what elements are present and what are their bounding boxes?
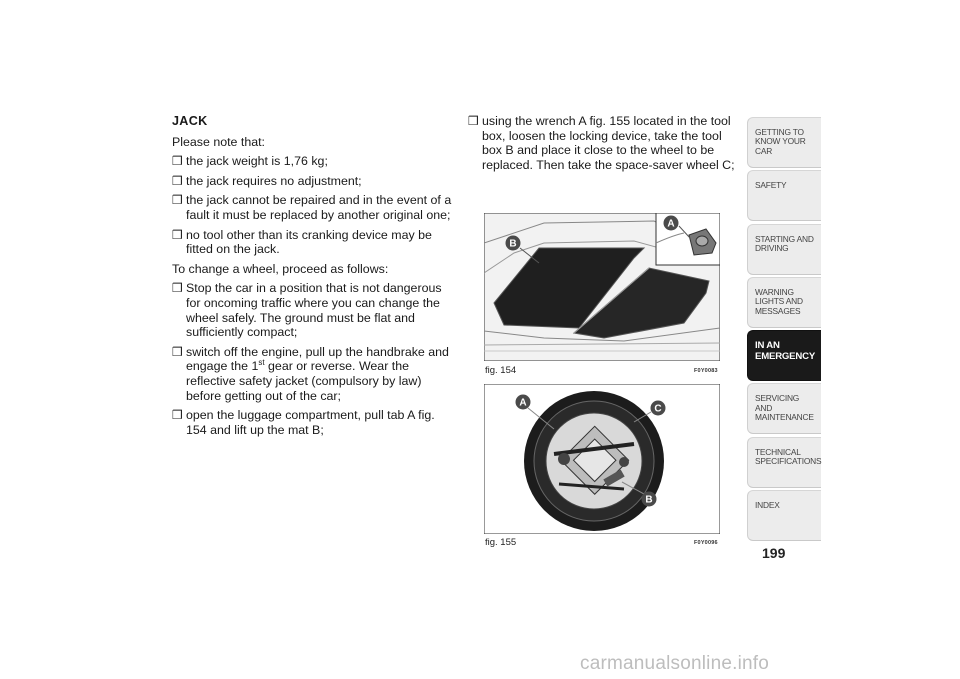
figure-label-a: B: [509, 238, 517, 250]
tab-servicing-and-maintenance[interactable]: SERVICING AND MAINTENANCE: [747, 383, 821, 434]
checkbox-bullet-icon: ❒: [172, 408, 183, 423]
figure-155-image: [484, 384, 720, 534]
tab-warning-lights-and-messages[interactable]: WARNING LIGHTS AND MESSAGES: [747, 277, 821, 328]
list-item: ❒ open the luggage compartment, pull tab A fig. 154 and lift up the mat B;: [172, 408, 435, 437]
list-item: ❒ the jack weight is 1,76 kg;: [172, 154, 328, 169]
section-heading: JACK: [172, 114, 208, 128]
checkbox-bullet-icon: ❒: [172, 173, 183, 188]
list-item: ❒ no tool other than its cranking device may be fitted on the jack.: [172, 227, 432, 257]
checkbox-bullet-icon: ❒: [172, 154, 183, 169]
figure-155-code: F0Y0096: [694, 540, 718, 546]
list-item: ❒ using the wrench A fig. 155 located in the tool box, loosen the locking device, take the tool box B and place it close to the wheel to be replaced. Then take the space-saver wheel C;: [468, 114, 735, 172]
page-number: 199: [762, 545, 786, 561]
figure-154-image: [484, 213, 720, 361]
left-column: [172, 114, 454, 442]
list-item: ❒ the jack requires no adjustment;: [172, 173, 362, 188]
checkbox-bullet-icon: ❒: [172, 344, 183, 359]
list-item: ❒ the jack cannot be repaired and in the event of a fault it must be replaced by another original one;: [172, 193, 452, 222]
figure-label-b: B: [645, 494, 653, 506]
figure-label-c: C: [654, 403, 662, 415]
chapter-tabs: [747, 117, 821, 543]
steps-intro-text: To change a wheel, proceed as follows:: [172, 261, 389, 276]
tab-starting-and-driving[interactable]: STARTING AND DRIVING: [747, 224, 821, 275]
figure-154-caption: fig. 154: [485, 365, 517, 376]
checkbox-bullet-icon: ❒: [172, 193, 183, 208]
list-item: ❒ Stop the car in a position that is not dangerous for oncoming traffic where you can change the wheel safely. The ground must be flat and sufficiently compact;: [172, 281, 442, 340]
figure-154-code: F0Y0083: [694, 368, 718, 374]
tab-technical-specifications[interactable]: TECHNICAL SPECIFICATIONS: [747, 437, 821, 488]
figure-label-b: A: [667, 218, 675, 230]
tab-in-an-emergency[interactable]: IN AN EMERGENCY: [747, 330, 821, 381]
checkbox-bullet-icon: ❒: [468, 114, 479, 128]
figure-155-caption: fig. 155: [485, 537, 517, 548]
tab-index[interactable]: INDEX: [747, 490, 821, 541]
checkbox-bullet-icon: ❒: [172, 227, 183, 242]
right-column: [468, 114, 740, 177]
watermark: carmanualsonline.info: [580, 653, 770, 674]
luggage-compartment-illustration: [484, 213, 720, 361]
figure-label-a: A: [519, 397, 527, 409]
intro-text: Please note that:: [172, 134, 265, 149]
tab-getting-to-know-your-car[interactable]: GETTING TO KNOW YOUR CAR: [747, 117, 821, 168]
spare-wheel-toolbox-illustration: [484, 384, 720, 534]
tab-safety[interactable]: SAFETY: [747, 170, 821, 221]
list-item: ❒ switch off the engine, pull up the handbrake and engage the 1st gear or reverse. Wear the reflective safety jacket (compulsory by law) before getting out of the car;: [172, 344, 449, 403]
checkbox-bullet-icon: ❒: [172, 281, 183, 296]
